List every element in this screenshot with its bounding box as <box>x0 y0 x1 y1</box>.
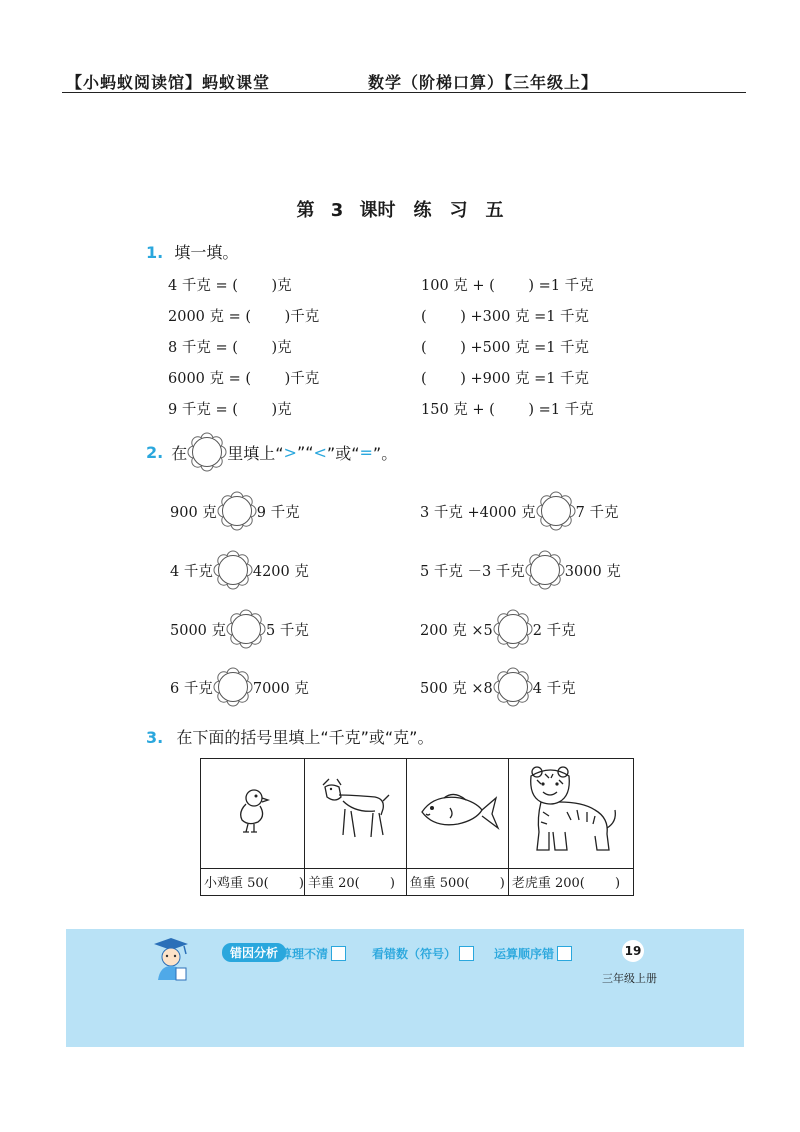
flower-answer-icon[interactable] <box>217 491 257 531</box>
q2-prompt-end: ”。 <box>372 443 398 463</box>
q2-left-2 <box>170 550 309 590</box>
q2-right-3-b: 2 千克 <box>532 622 576 639</box>
error-option-2[interactable] <box>372 945 474 962</box>
q2-left-3 <box>170 609 309 649</box>
q2-right-2 <box>420 550 621 590</box>
q2-left-4-b: 7000 克 <box>252 680 309 697</box>
q2-left-4-a: 6 千克 <box>170 680 213 697</box>
q2-left-1 <box>170 491 300 531</box>
caption-fish[interactable]: 鱼重 500( ) <box>406 868 508 895</box>
q2-right-3 <box>420 609 576 649</box>
header-divider <box>62 92 746 93</box>
flower-answer-icon <box>187 432 227 472</box>
q1-left-4[interactable]: 6000 克 = ( )千克 <box>168 371 320 387</box>
page-number: 19 <box>622 940 644 962</box>
q2-right-4 <box>420 667 576 707</box>
flower-answer-icon[interactable] <box>493 609 533 649</box>
q2-right-1-a: 3 千克 +4000 克 <box>420 504 536 521</box>
flower-answer-icon[interactable] <box>525 550 565 590</box>
q3-number: 3. <box>146 728 164 747</box>
q2-sep-1: ”“ <box>296 442 314 462</box>
q2-prompt-mid: 里填上“ <box>227 443 284 463</box>
q1-right-5[interactable]: 150 克 + ( ) =1 千克 <box>421 402 594 418</box>
q2-left-3-b: 5 千克 <box>266 622 309 639</box>
goat-cell <box>304 759 406 869</box>
q1-left-3[interactable]: 8 千克 = ( )克 <box>168 340 292 356</box>
flower-answer-icon[interactable] <box>493 667 533 707</box>
q2-left-1-b: 9 千克 <box>256 504 300 521</box>
q2-left-4 <box>170 667 309 707</box>
q1-number: 1. <box>146 243 164 262</box>
q2-prompt-pre: 在 <box>171 443 188 463</box>
flower-answer-icon[interactable] <box>213 550 253 590</box>
caption-chick[interactable]: 小鸡重 50( ) <box>201 868 305 895</box>
student-mascot-icon <box>146 934 196 984</box>
q3-heading <box>146 725 433 748</box>
header-left: 【小蚂蚁阅读馆】蚂蚁课堂 <box>66 73 271 92</box>
greater-than-symbol: > <box>283 442 297 462</box>
q2-left-1-a: 900 克 <box>170 504 217 521</box>
checkbox[interactable] <box>331 946 346 961</box>
q1-right-2[interactable]: ( ) +300 克 =1 千克 <box>421 309 590 325</box>
q1-prompt: 填一填。 <box>174 243 239 262</box>
error-option-1-label: 算理不清 <box>280 947 329 961</box>
lesson-title: 第 3 课时 练 习 五 <box>296 200 504 221</box>
fish-icon <box>414 786 500 836</box>
q1-left-1[interactable]: 4 千克 = ( )克 <box>168 278 292 294</box>
q2-number: 2. <box>146 442 164 462</box>
q2-left-2-b: 4200 克 <box>252 563 309 580</box>
equals-symbol: = <box>359 442 373 462</box>
less-than-symbol: < <box>313 442 327 462</box>
flower-answer-icon[interactable] <box>536 491 576 531</box>
q2-right-1-b: 7 千克 <box>575 504 619 521</box>
q2-right-1 <box>420 491 618 531</box>
animal-weight-table <box>200 758 634 896</box>
q2-right-2-b: 3000 克 <box>564 563 621 580</box>
chick-cell <box>201 759 305 869</box>
chick-icon <box>232 786 272 836</box>
q2-heading <box>146 432 397 472</box>
goat-icon <box>315 771 395 851</box>
flower-answer-icon[interactable] <box>213 667 253 707</box>
tiger-cell <box>508 759 633 869</box>
checkbox[interactable] <box>557 946 572 961</box>
error-option-3-label: 运算顺序错 <box>494 947 555 961</box>
error-option-2-label: 看错数（符号） <box>372 947 457 961</box>
q1-left-5[interactable]: 9 千克 = ( )克 <box>168 402 292 418</box>
q2-right-4-a: 500 克 ×8 <box>420 680 493 697</box>
q1-right-3[interactable]: ( ) +500 克 =1 千克 <box>421 340 590 356</box>
header-right: 数学（阶梯口算）【三年级上】 <box>368 73 599 92</box>
checkbox[interactable] <box>459 946 474 961</box>
q2-right-4-b: 4 千克 <box>532 680 576 697</box>
q1-right-4[interactable]: ( ) +900 克 =1 千克 <box>421 371 590 387</box>
q2-sep-2: ”或“ <box>326 443 360 463</box>
fish-cell <box>406 759 508 869</box>
tiger-icon <box>523 762 619 860</box>
caption-goat[interactable]: 羊重 20( ) <box>304 868 406 895</box>
q1-heading <box>146 240 238 263</box>
q3-prompt: 在下面的括号里填上“千克”或“克”。 <box>176 728 434 747</box>
q1-left-2[interactable]: 2000 克 = ( )千克 <box>168 309 320 325</box>
caption-tiger[interactable]: 老虎重 200( ) <box>508 868 633 895</box>
q2-right-2-a: 5 千克 －3 千克 <box>420 563 525 580</box>
error-analysis-tag: 错因分析 <box>222 943 286 962</box>
q2-left-2-a: 4 千克 <box>170 563 213 580</box>
q1-right-1[interactable]: 100 克 + ( ) =1 千克 <box>421 278 594 294</box>
error-option-1[interactable] <box>280 945 346 962</box>
grade-label: 三年级上册 <box>602 972 657 985</box>
q2-right-3-a: 200 克 ×5 <box>420 622 493 639</box>
q2-left-3-a: 5000 克 <box>170 622 227 639</box>
flower-answer-icon[interactable] <box>226 609 266 649</box>
error-option-3[interactable] <box>494 945 572 962</box>
